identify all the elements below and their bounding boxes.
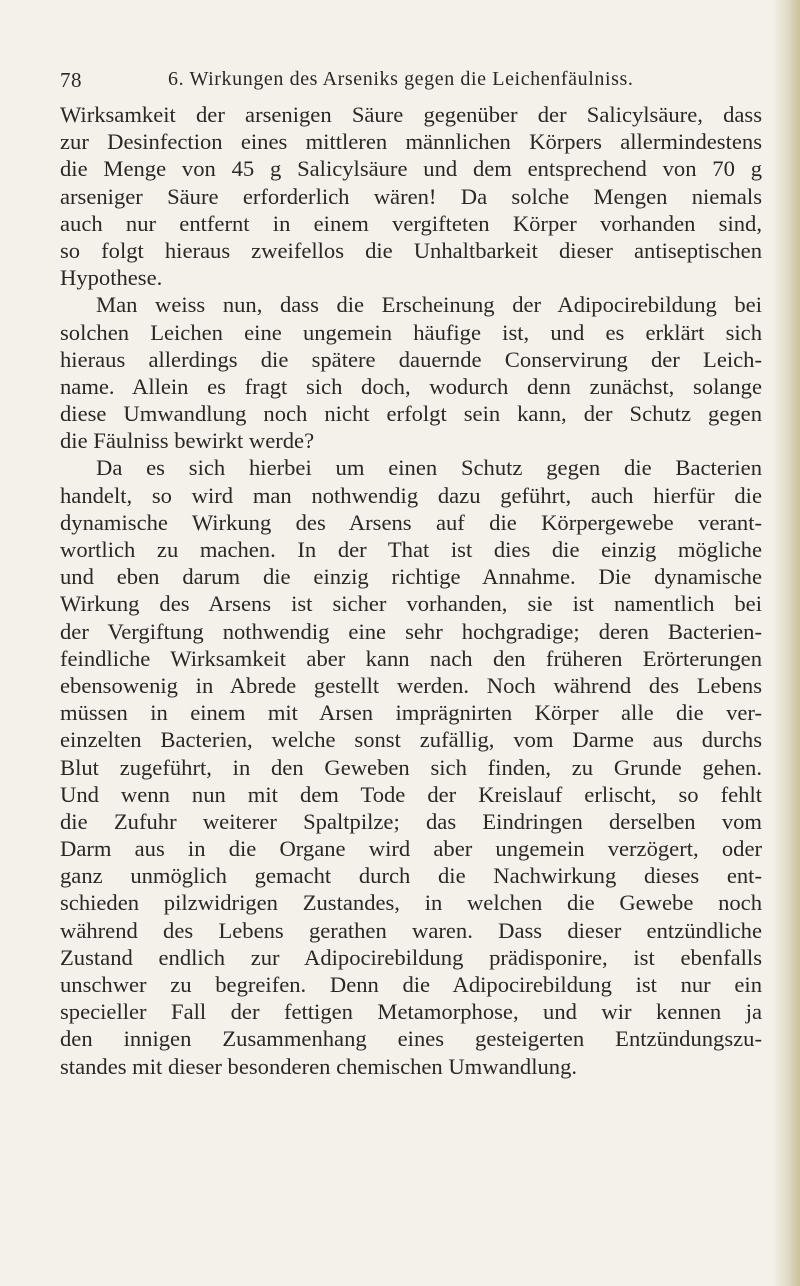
text-line: feindliche Wirksamkeit aber kann nach den früheren Erörterungen	[60, 645, 762, 671]
text-line: hieraus allerdings die spätere dauernde Conservirung der Leich-	[60, 346, 762, 372]
text-line: die Zufuhr weiterer Spaltpilze; das Eindringen derselben vom	[60, 808, 762, 834]
text-line: Da es sich hierbei um einen Schutz gegen die Bacterien	[96, 455, 762, 481]
paragraph	[60, 454, 762, 1079]
text-line: während des Lebens gerathen waren. Dass dieser entzündliche	[60, 917, 762, 943]
text-line: Hypothese.	[60, 265, 163, 291]
text-line: ganz unmöglich gemacht durch die Nachwirkung dieses ent-	[60, 863, 762, 889]
text-line: handelt, so wird man nothwendig dazu geführt, auch hierfür die	[60, 482, 762, 508]
text-line: so folgt hieraus zweifellos die Unhaltbarkeit dieser antiseptischen	[60, 237, 762, 263]
text-line: zur Desinfection eines mittleren männlichen Körpers allermindestens	[60, 129, 762, 155]
text-line: Wirkung des Arsens ist sicher vorhanden, sie ist namentlich bei	[60, 591, 762, 617]
running-title: 6. Wirkungen des Arseniks gegen die Leichenfäulniss.	[168, 68, 634, 90]
text-line: dynamische Wirkung des Arsens auf die Körpergewebe verant-	[60, 509, 762, 535]
text-line: Darm aus in die Organe wird aber ungemein verzögert, oder	[60, 836, 762, 862]
text-line: Zustand endlich zur Adipocirebildung prädisponire, ist ebenfalls	[60, 944, 762, 970]
paragraphs	[60, 101, 762, 1080]
text-line: ebensowenig in Abrede gestellt werden. Noch während des Lebens	[60, 672, 762, 698]
text-line: arseniger Säure erforderlich wären! Da solche Mengen niemals	[60, 183, 762, 209]
text-line: müssen in einem mit Arsen imprägnirten Körper alle die ver-	[60, 700, 762, 726]
text-line: und eben darum die einzig richtige Annahme. Die dynamische	[60, 564, 762, 590]
text-line: Blut zugeführt, in den Geweben sich finden, zu Grunde gehen.	[60, 754, 762, 780]
paragraph	[60, 101, 762, 291]
text-line: standes mit dieser besonderen chemischen Umwandlung.	[60, 1053, 578, 1079]
text-line: auch nur entfernt in einem vergifteten Körper vorhanden sind,	[60, 210, 762, 236]
text-line: Wirksamkeit der arsenigen Säure gegenüber der Salicylsäure, dass	[60, 102, 762, 127]
text-line: die Fäulniss bewirkt werde?	[60, 428, 315, 454]
text-line: schieden pilzwidrigen Zustandes, in welchen die Gewebe noch	[60, 890, 762, 916]
paragraph	[60, 291, 762, 454]
text-line: die Menge von 45 g Salicylsäure und dem entsprechend von 70 g	[60, 156, 762, 182]
text-line: den innigen Zusammenhang eines gesteigerten Entzündungszu-	[60, 1026, 762, 1052]
page-header	[60, 68, 760, 94]
page-edge-shadow	[772, 0, 800, 1286]
page-number: 78	[60, 68, 82, 92]
text-line: unschwer zu begreifen. Denn die Adipocirebildung ist nur ein	[60, 972, 762, 997]
text-line: Und wenn nun mit dem Tode der Kreislauf erlischt, so fehlt	[60, 781, 762, 807]
text-line: name. Allein es fragt sich doch, wodurch denn zunächst, solange	[60, 373, 762, 399]
text-line: diese Umwandlung noch nicht erfolgt sein kann, der Schutz gegen	[60, 401, 762, 427]
text-line: einzelten Bacterien, welche sonst zufällig, vom Darme aus durchs	[60, 727, 762, 753]
text-line: der Vergiftung nothwendig eine sehr hochgradige; deren Bacterien-	[60, 618, 762, 644]
body-text	[60, 101, 762, 1080]
text-line: specieller Fall der fettigen Metamorphose, und wir kennen ja	[60, 999, 762, 1025]
text-line: Man weiss nun, dass die Erscheinung der Adipocirebildung bei	[96, 292, 762, 318]
text-line: solchen Leichen eine ungemein häufige ist, und es erklärt sich	[60, 319, 762, 345]
text-line: wortlich zu machen. In der That ist dies die einzig mögliche	[60, 537, 762, 562]
